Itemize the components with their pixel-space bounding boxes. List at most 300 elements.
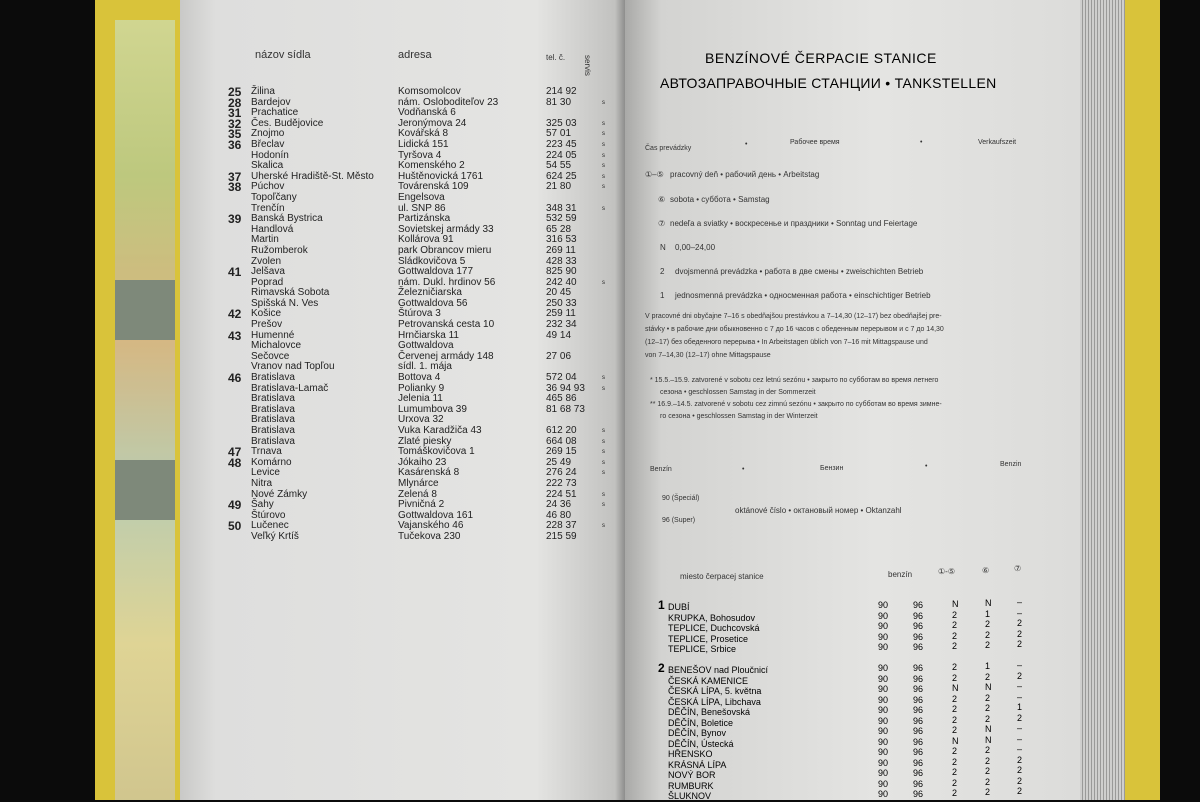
group-number: 37: [228, 169, 242, 184]
legend-bullet: •: [920, 139, 923, 146]
town-name: Nové Zámky: [251, 488, 308, 500]
note-line: (12–17) без обеденного перерыва • In Arbeitstagen üblich von 7–16 mit Mittagspause und: [645, 339, 928, 346]
saturday-cell: 1: [985, 608, 991, 619]
header-tel: tel. č.: [546, 53, 566, 62]
legend-head-ru: Рабочее время: [790, 139, 840, 146]
saturday-cell: N: [985, 724, 992, 734]
octane-96-cell: 96: [913, 705, 924, 715]
phone-number: 25 49: [546, 456, 572, 468]
weekday-cell: 2: [952, 672, 958, 683]
legend-text: sobota • суббота • Samstag: [670, 195, 770, 204]
weekday-cell: N: [952, 599, 959, 609]
phone-number: 224 05: [546, 149, 577, 161]
service-mark: s: [602, 184, 605, 191]
saturday-cell: 1: [985, 661, 991, 671]
town-address: Jelenia 11: [398, 393, 443, 405]
service-mark: s: [602, 385, 605, 392]
octane-90: 90 (Špeciál): [662, 495, 700, 502]
sunday-cell: –: [1017, 723, 1023, 733]
weekday-cell: N: [952, 735, 959, 746]
town-address: Sovietskej armády 33: [398, 223, 494, 235]
sunday-cell: 2: [1017, 670, 1023, 681]
sunday-cell: 2: [1017, 712, 1023, 723]
service-mark: s: [602, 163, 605, 170]
group-number: [228, 235, 241, 246]
octane-96-cell: 96: [913, 726, 924, 736]
town-name: Martin: [251, 234, 279, 246]
town-address: Tyršova 4: [398, 149, 442, 161]
saturday-cell: 2: [985, 745, 991, 755]
page-edges: [1080, 0, 1125, 800]
group-number: [228, 151, 241, 162]
service-mark: s: [602, 131, 605, 138]
octane-90-cell: 90: [878, 789, 889, 799]
station-name: TEPLICE, Duchcovská: [668, 623, 760, 633]
town-address: Gottwaldova 177: [398, 266, 474, 278]
octane-96-cell: 96: [913, 631, 924, 642]
service-mark: s: [602, 502, 605, 509]
octane-96: 96 (Super): [662, 517, 696, 524]
sunday-cell: 1: [1017, 702, 1023, 712]
town-address: Vodňanská 6: [398, 107, 456, 119]
service-mark: [602, 235, 605, 246]
group-number: [228, 288, 241, 299]
group-number: 50: [228, 519, 242, 534]
phone-number: 612 20: [546, 425, 577, 436]
phone-number: 20 45: [546, 287, 572, 299]
book-cover-right: [1120, 0, 1160, 800]
group-number-list: [228, 87, 241, 543]
service-mark: [602, 267, 605, 278]
phone-number: 27 06: [546, 350, 572, 362]
town-name: Handlová: [251, 223, 294, 235]
town-address: Železničiarska: [398, 287, 462, 299]
legend-mark: 1: [660, 291, 665, 300]
town-name: Bratislava: [251, 425, 295, 436]
service-mark: s: [602, 375, 605, 382]
saturday-cell: N: [985, 598, 992, 608]
season-note: * 15.5.–15.9. zatvorené v sobotu cez letnú sezónu • закрыто по субботам во время летнего: [650, 377, 939, 384]
town-address: Vuka Karadžiča 43: [398, 425, 482, 436]
legend-text: nedeľa a sviatky • воскресенье и праздники • Sonntag und Feiertage: [670, 219, 918, 228]
phone-number: 57 01: [546, 128, 572, 140]
phone-number: 428 33: [546, 255, 577, 267]
phone-number: 348 31: [546, 202, 577, 214]
weekday-cell: 2: [952, 725, 958, 735]
table-head-weekdays: ①-⑤: [938, 567, 956, 576]
town-name: Bratislava: [251, 393, 295, 405]
group-number: 46: [228, 371, 242, 386]
phone-number: 54 55: [546, 160, 572, 172]
octane-96-cell: 96: [913, 789, 924, 799]
legend-mark: ⑦: [658, 219, 666, 228]
town-address: Gottwaldova: [398, 340, 454, 352]
station-name: DĚČÍN, Boletice: [668, 717, 734, 728]
town-address: Gottwaldova 56: [398, 297, 468, 309]
station-name: DĚČÍN, Bynov: [668, 728, 727, 738]
phone-number: 269 15: [546, 446, 577, 458]
phone-number: 232 34: [546, 319, 577, 331]
group-number: [228, 532, 241, 543]
town-name: Jelšava: [251, 266, 285, 278]
phone-number: 222 73: [546, 477, 577, 489]
octane-96-cell: 96: [913, 663, 924, 673]
table-head-benzin: benzín: [888, 570, 913, 579]
service-mark: s: [602, 428, 605, 434]
phone-number: 223 45: [546, 138, 577, 150]
phone-number: 269 11: [546, 244, 576, 256]
sunday-cell: 2: [1017, 775, 1023, 786]
group-number: 25: [228, 85, 242, 99]
octane-96-cell: 96: [913, 694, 924, 705]
phone-number: 259 11: [546, 308, 576, 320]
saturday-cell: 2: [985, 703, 991, 713]
phone-number: 81 68 73: [546, 403, 585, 415]
saturday-cell: [985, 651, 992, 662]
phone-number: 65 28: [546, 223, 572, 235]
phone-number: 825 90: [546, 266, 577, 278]
weekday-cell: 2: [952, 609, 958, 620]
saturday-cell: 2: [985, 692, 991, 703]
town-address: Urxova 32: [398, 414, 444, 426]
town-name: Bratislava: [251, 435, 295, 447]
town-address: Engelsova: [398, 191, 445, 203]
town-address: Petrovanská cesta 10: [398, 319, 495, 331]
service-mark: [602, 299, 605, 310]
town-name: Bratislava: [251, 403, 295, 415]
station-list: [668, 602, 768, 802]
octane-96-column: [913, 600, 923, 800]
station-name: ČESKÁ KAMENICE: [668, 675, 749, 686]
town-name: Lučenec: [251, 520, 289, 532]
town-name: Břeclav: [251, 138, 285, 150]
sunday-cell: –: [1017, 660, 1023, 670]
phone-number: 250 33: [546, 297, 577, 309]
town-address: Tomáškovičova 1: [398, 446, 475, 458]
service-mark: s: [602, 173, 605, 180]
saturday-cell: 2: [985, 671, 991, 682]
weekday-cell: 2: [952, 777, 958, 788]
octane-90-cell: 90: [878, 715, 889, 726]
octane-96-cell: 96: [913, 736, 924, 747]
legend-head-sk: Čas prevádzky: [645, 145, 692, 152]
table-head-sunday: ⑦: [1014, 564, 1022, 573]
town-address: Jókaiho 23: [398, 456, 447, 468]
town-address: Lidická 151: [398, 138, 449, 150]
phone-number: 224 51: [546, 488, 577, 500]
group-number: [228, 246, 241, 257]
town-name: Šahy: [251, 499, 274, 511]
title-slovak: BENZÍNOVÉ ČERPACIE STANICE: [705, 50, 937, 66]
town-name: Levice: [251, 467, 280, 479]
town-address: Bottova 4: [398, 372, 441, 384]
header-town: názov sídla: [255, 49, 311, 61]
town-name: Prachatice: [251, 107, 299, 119]
note-line: stávky • в рабочие дни обыкновенно с 7 до 16 часов с обеденным перерывом и с 7 до 14,30: [645, 326, 944, 333]
service-mark: [602, 511, 605, 522]
town-address: Červenej armády 148: [398, 350, 494, 362]
service-mark: [602, 288, 605, 299]
service-mark: [602, 87, 605, 98]
town-address: Pivničná 2: [398, 499, 445, 511]
service-mark: s: [602, 120, 605, 127]
service-mark: s: [602, 141, 605, 148]
service-mark-list: [602, 87, 605, 543]
town-name: Štúrovo: [251, 509, 286, 521]
weekday-cell: 2: [952, 620, 958, 630]
saturday-cell: N: [985, 734, 992, 745]
service-mark: [602, 405, 605, 416]
station-name: KRUPKA, Bohosudov: [668, 612, 756, 623]
sunday-cell: –: [1017, 744, 1023, 754]
octane-90-cell: 90: [878, 684, 889, 694]
benzin-bullet: •: [742, 466, 745, 473]
saturday-column: [985, 598, 992, 798]
town-name: Čes. Budějovice: [251, 117, 324, 129]
group-number: [228, 394, 241, 405]
octane-96-cell: 96: [913, 610, 924, 621]
town-name: Bratislava-Lamač: [251, 382, 329, 394]
group-number: 43: [228, 328, 242, 343]
weekday-cell: 2: [952, 756, 958, 767]
town-address: Hrnčiarska 11: [398, 329, 459, 341]
town-name: Košice: [251, 308, 282, 320]
town-name: Poprad: [251, 276, 284, 288]
service-mark: s: [602, 449, 605, 456]
legend-text: jednosmenná prevádzka • односменная работа • einschichtiger Betrieb: [675, 291, 931, 300]
town-address: nám. Osloboditeľov 23: [398, 96, 499, 108]
octane-90-cell: 90: [878, 621, 889, 631]
octane-90-cell: [878, 653, 888, 664]
group-number: [228, 415, 241, 426]
station-group-number: 2: [658, 661, 665, 675]
phone-number: 214 92: [546, 86, 577, 97]
town-address: Komenského 2: [398, 160, 465, 172]
weekday-cell: 2: [952, 641, 958, 651]
octane-96-cell: 96: [913, 600, 924, 610]
phone-number: 49 14: [546, 329, 572, 341]
service-mark: [602, 309, 605, 320]
station-name: KRÁSNÁ LÍPA: [668, 759, 727, 770]
weekday-cell: 2: [952, 746, 958, 756]
service-mark: [602, 320, 605, 331]
weekday-column: [952, 599, 959, 799]
service-mark: [602, 415, 605, 426]
station-name: TEPLICE, Prosetice: [668, 633, 749, 644]
town-name: Skalica: [251, 160, 284, 172]
service-mark: [602, 479, 605, 490]
note-line: V pracovné dni obyčajne 7–16 s obedňajšou prestávkou a 7–14,30 (12–17) bez obedňajšej pre-: [645, 313, 942, 320]
weekday-cell: N: [952, 683, 959, 693]
town-address: Kovářská 8: [398, 128, 449, 140]
group-number: [228, 352, 241, 363]
sunday-cell: 2: [1017, 765, 1023, 775]
town-name: Uherské Hradiště-St. Město: [251, 170, 374, 182]
phone-number: 572 04: [546, 372, 577, 384]
saturday-cell: 2: [985, 619, 991, 629]
weekday-cell: 2: [952, 630, 958, 641]
group-number: [228, 193, 241, 204]
town-address: ul. SNP 86: [398, 202, 446, 214]
station-name: DĚČÍN, Ústecká: [668, 738, 734, 749]
weekday-cell: [952, 652, 959, 663]
phone-number: [546, 193, 585, 204]
weekday-cell: 2: [952, 662, 958, 672]
map-endpaper: [115, 20, 175, 800]
station-name: DĚČÍN, Benešovská: [668, 707, 751, 717]
town-address: Gottwaldova 161: [398, 509, 474, 521]
town-name: Michalovce: [251, 340, 302, 352]
phone-list: [546, 87, 585, 543]
group-number: [228, 468, 241, 479]
benzin-bullet: •: [925, 463, 928, 470]
service-mark: [602, 352, 605, 363]
service-mark: s: [602, 491, 605, 498]
town-name: Bratislava: [251, 414, 295, 426]
legend-text: 0,00–24,00: [675, 243, 716, 252]
legend-mark: 2: [660, 267, 665, 276]
saturday-cell: 2: [985, 629, 991, 640]
octane-96-cell: 96: [913, 642, 924, 652]
group-number: 47: [228, 445, 242, 460]
town-list: [251, 87, 374, 543]
town-name: Púchov: [251, 181, 285, 193]
sunday-cell: –: [1017, 691, 1023, 702]
legend-text: pracovný deň • рабочий день • Arbeitstag: [670, 170, 820, 179]
octane-96-cell: 96: [913, 768, 924, 778]
saturday-cell: 2: [985, 766, 991, 776]
table-head-saturday: ⑥: [982, 566, 990, 575]
service-mark: [602, 532, 605, 543]
octane-text: oktánové číslo • октановый номер • Oktanzahl: [735, 506, 902, 515]
group-number: 32: [228, 116, 242, 131]
town-name: Trenčín: [251, 202, 285, 214]
legend-mark: N: [660, 243, 666, 252]
town-name: Sečovce: [251, 350, 290, 362]
town-address: Jeronýmova 24: [398, 117, 467, 129]
octane-90-cell: 90: [878, 768, 889, 778]
town-name: Zvolen: [251, 255, 282, 267]
sunday-cell: –: [1017, 607, 1023, 618]
town-address: Polianky 9: [398, 382, 445, 394]
phone-number: 624 25: [546, 170, 577, 182]
octane-90-cell: 90: [878, 610, 889, 621]
station-group-number: 1: [658, 598, 665, 612]
station-name: [668, 655, 768, 666]
town-address: Komsomolcov: [398, 86, 461, 97]
octane-90-cell: 90: [878, 673, 889, 684]
sunday-cell: 2: [1017, 639, 1023, 649]
octane-96-cell: 96: [913, 757, 924, 768]
service-mark: s: [602, 152, 605, 159]
service-mark: s: [602, 459, 605, 466]
sunday-column: [1017, 597, 1022, 797]
saturday-cell: 2: [985, 787, 991, 797]
octane-90-cell: 90: [878, 778, 889, 789]
group-number: [228, 278, 241, 289]
service-mark: s: [602, 205, 605, 212]
town-name: Rimavská Sobota: [251, 287, 330, 299]
town-name: Topoľčany: [251, 191, 297, 203]
group-number: 48: [228, 455, 242, 470]
saturday-cell: 2: [985, 640, 991, 650]
station-name: ČESKÁ LÍPA, 5. května: [668, 686, 762, 696]
phone-number: 325 03: [546, 117, 577, 129]
town-address: nám. Dukl. hrdinov 56: [398, 276, 496, 288]
town-name: Bardejov: [251, 96, 291, 108]
town-address: Kollárova 91: [398, 234, 454, 246]
season-note: сезона • geschlossen Samstag in der Sommerzeit: [660, 389, 816, 396]
group-number: [228, 405, 241, 416]
station-name: HŘENSKO: [668, 749, 713, 759]
table-head-station: miesto čerpacej stanice: [680, 572, 764, 581]
octane-90-column: [878, 600, 888, 800]
season-note: го сезона • geschlossen Samstag in der Winterzeit: [660, 413, 818, 420]
octane-96-cell: 96: [913, 621, 924, 631]
left-page: [180, 0, 625, 800]
season-note: ** 16.9.–14.5. zatvorené v sobotu cez zimnú sezónu • закрыто по субботам во время зимне-: [650, 401, 942, 408]
phone-number: 21 80: [546, 181, 572, 193]
station-name: NOVÝ BOR: [668, 770, 716, 780]
octane-90-cell: 90: [878, 663, 889, 673]
town-name: Prešov: [251, 319, 283, 331]
group-number: 49: [228, 498, 242, 513]
town-name: Znojmo: [251, 128, 285, 140]
sunday-cell: 2: [1017, 754, 1023, 765]
phone-number: 46 80: [546, 509, 572, 521]
service-mark: [602, 341, 605, 352]
octane-90-cell: 90: [878, 642, 889, 652]
octane-96-cell: [913, 653, 923, 664]
town-address: park Obrancov mieru: [398, 244, 492, 256]
octane-96-cell: 96: [913, 715, 924, 726]
sunday-cell: 2: [1017, 618, 1023, 628]
service-mark: s: [602, 523, 605, 530]
station-name: ŠLUKNOV: [668, 791, 712, 801]
note-line: von 7–14,30 (12–17) ohne Mittagspause: [645, 352, 771, 359]
service-mark: [602, 108, 605, 119]
octane-90-cell: 90: [878, 747, 889, 757]
town-name: Veľký Krtíš: [251, 530, 299, 542]
phone-number: 81 30: [546, 96, 572, 108]
sunday-cell: [1017, 650, 1022, 661]
town-name: Komárno: [251, 456, 292, 468]
station-name: RUMBURK: [668, 780, 714, 791]
phone-number: 36 94 93: [546, 382, 585, 394]
saturday-cell: N: [985, 682, 992, 692]
weekday-cell: 2: [952, 714, 958, 725]
group-number: 28: [228, 95, 242, 110]
station-name: ČESKÁ LÍPA, Libchava: [668, 696, 761, 707]
station-name: TEPLICE, Srbice: [668, 644, 737, 654]
town-name: Ružomberok: [251, 244, 308, 256]
town-address: Huštěnovická 1761: [398, 170, 484, 182]
weekday-cell: 2: [952, 704, 958, 714]
address-list: [398, 87, 498, 543]
group-number: [228, 341, 241, 352]
saturday-cell: 2: [985, 755, 991, 766]
phone-number: 276 24: [546, 467, 577, 479]
octane-90-cell: 90: [878, 600, 889, 610]
town-address: Vajanského 46: [398, 520, 464, 532]
header-address: adresa: [398, 49, 432, 61]
octane-96-cell: 96: [913, 747, 924, 757]
benzin-head-de: Benzin: [1000, 461, 1022, 468]
legend-text: dvojsmenná prevádzka • работа в две смены • zweischichten Betrieb: [675, 267, 924, 276]
group-number: 42: [228, 307, 242, 322]
sunday-cell: –: [1017, 733, 1023, 744]
saturday-cell: 2: [985, 713, 991, 724]
